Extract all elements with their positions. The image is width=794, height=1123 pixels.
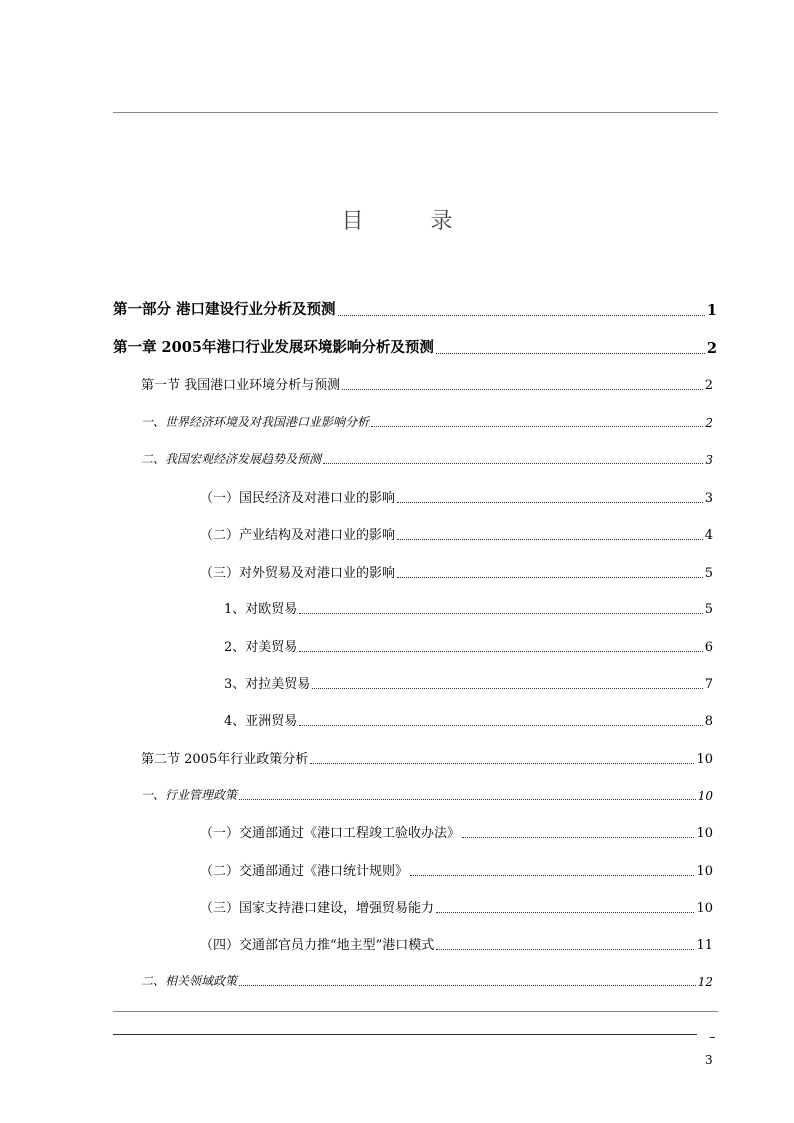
toc-entry-text: 第一部分 港口建设行业分析及预测 [113, 301, 336, 318]
toc-entry-text: 第一章 2005年港口行业发展环境影响分析及预测 [113, 339, 434, 356]
toc-title: 目 录 [341, 209, 483, 234]
footer-rule-bottom [113, 1034, 697, 1035]
dot-leader [410, 875, 694, 876]
toc-entry-item[interactable] [200, 934, 713, 953]
dot-leader [397, 577, 703, 578]
toc-entry-page: 10 [697, 789, 713, 803]
toc-entry-text: 二、我国宏观经济发展趋势及预测 [141, 452, 322, 466]
toc-entry-text: 2、对美贸易 [224, 640, 298, 655]
dot-leader [397, 539, 703, 540]
toc-entry-text: （二）交通部通过《港口统计规则》 [200, 864, 409, 879]
toc-entry-subitem[interactable] [224, 598, 713, 617]
toc-entry-page: 1 [706, 302, 717, 319]
toc-entry-item[interactable] [200, 860, 713, 879]
toc-entry-subitem[interactable] [224, 710, 713, 729]
toc-entry-page: 10 [696, 901, 713, 916]
toc-entry-page: 3 [705, 453, 713, 467]
toc-entry-item[interactable] [200, 562, 713, 581]
toc-entry-page: 3 [704, 491, 713, 506]
toc-entry-page: 4 [704, 528, 713, 543]
toc-entry-subitem[interactable] [224, 636, 713, 655]
toc-entry-page: 7 [704, 677, 713, 692]
dot-leader [239, 985, 696, 986]
toc-entry-item[interactable] [200, 897, 713, 916]
dot-leader [312, 688, 702, 689]
dot-leader [310, 763, 694, 764]
toc-entry-page: 6 [704, 640, 713, 655]
dot-leader [299, 651, 702, 652]
toc-entry-text: （四）交通部官员力推“地主型”港口模式 [200, 938, 435, 953]
toc-entry-page: 10 [696, 826, 713, 841]
toc-entry-text: 一、行业管理政策 [141, 788, 238, 802]
header-rule [113, 112, 718, 113]
toc-entry-subsection[interactable] [141, 786, 713, 803]
dot-leader [299, 613, 702, 614]
toc-entry-text: （二）产业结构及对港口业的影响 [200, 528, 396, 543]
toc-entry-page: 10 [696, 864, 713, 879]
toc-entry-text: （一）国民经济及对港口业的影响 [200, 491, 396, 506]
toc-entry-page: 10 [696, 752, 713, 767]
toc-entry-text: 4、亚洲贸易 [224, 714, 298, 729]
dot-leader [462, 837, 694, 838]
dot-leader [397, 502, 703, 503]
footer-rule-top [113, 1011, 718, 1012]
toc-entry-section2[interactable] [141, 748, 713, 767]
toc-entry-page: 2 [705, 416, 713, 430]
toc-entry-page: 5 [704, 566, 713, 581]
dot-leader [239, 799, 696, 800]
dot-leader [436, 949, 694, 950]
toc-entry-item[interactable] [200, 524, 713, 543]
page-number: 3 [705, 1053, 713, 1067]
toc-entry-page: 5 [704, 602, 713, 617]
dot-leader [323, 463, 703, 464]
toc-entry-text: （三）对外贸易及对港口业的影响 [200, 566, 396, 581]
toc-entry-item[interactable] [200, 822, 713, 841]
toc-entry-text: （一）交通部通过《港口工程竣工验收办法》 [200, 826, 461, 841]
dot-leader [436, 353, 705, 354]
toc-entry-text: 3、对拉美贸易 [224, 677, 311, 692]
toc-entry-item[interactable] [200, 487, 713, 506]
dot-leader [371, 426, 703, 427]
footer-dash: – [709, 1030, 716, 1045]
toc-entry-page: 8 [704, 714, 713, 729]
toc-entry-chapter1[interactable] [113, 336, 717, 357]
dot-leader [436, 912, 694, 913]
toc-entry-text: 第二节 2005年行业政策分析 [141, 752, 309, 767]
toc-entry-text: 1、对欧贸易 [224, 602, 298, 617]
toc-entry-text: 一、世界经济环境及对我国港口业影响分析 [141, 415, 370, 429]
toc-entry-page: 2 [704, 378, 713, 393]
toc-entry-text: 第一节 我国港口业环境分析与预测 [141, 378, 341, 393]
toc-entry-part1[interactable] [113, 298, 717, 319]
toc-entry-text: 二、相关领域政策 [141, 974, 238, 988]
toc-entry-page: 12 [697, 975, 713, 989]
toc-entry-text: （三）国家支持港口建设，增强贸易能力 [200, 901, 435, 916]
toc-entry-subitem[interactable] [224, 673, 713, 692]
toc-entry-section1[interactable] [141, 374, 713, 393]
toc-entry-subsection[interactable] [141, 413, 713, 430]
toc-entry-page: 2 [706, 340, 717, 357]
dot-leader [338, 315, 705, 316]
toc-entry-page: 11 [696, 938, 713, 953]
toc-entry-subsection[interactable] [141, 450, 713, 467]
dot-leader [299, 725, 702, 726]
toc-entry-subsection[interactable] [141, 972, 713, 989]
dot-leader [342, 389, 703, 390]
